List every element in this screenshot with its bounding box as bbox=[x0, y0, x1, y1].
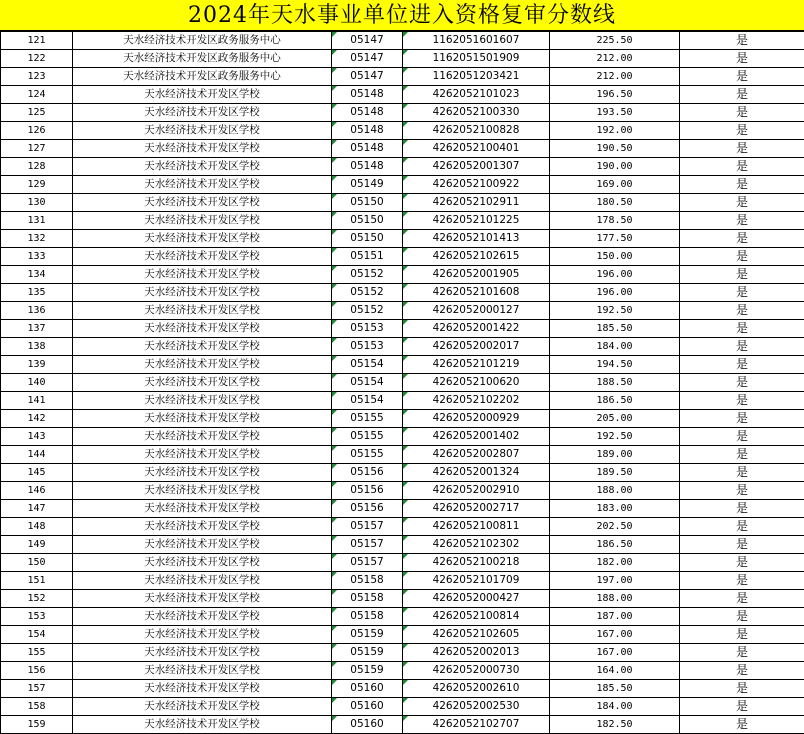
table-row bbox=[1, 248, 804, 266]
position-code-cell[interactable]: 05156 bbox=[332, 464, 403, 482]
title-bar bbox=[0, 0, 804, 31]
position-code-cell[interactable]: 05150 bbox=[332, 230, 403, 248]
score-cell[interactable]: 178.50 bbox=[550, 212, 680, 230]
unit-cell[interactable]: 天水经济技术开发区学校 bbox=[73, 356, 332, 374]
score-cell[interactable]: 196.50 bbox=[550, 86, 680, 104]
table-row bbox=[1, 680, 804, 698]
qualified-cell[interactable]: 是 bbox=[680, 500, 804, 518]
unit-cell[interactable]: 天水经济技术开发区学校 bbox=[73, 230, 332, 248]
sequence-cell[interactable]: 136 bbox=[1, 302, 73, 320]
table-row bbox=[1, 500, 804, 518]
ticket-number-cell[interactable]: 4262052000127 bbox=[403, 302, 550, 320]
qualified-cell[interactable]: 是 bbox=[680, 554, 804, 572]
sequence-cell[interactable]: 134 bbox=[1, 266, 73, 284]
score-cell[interactable]: 192.00 bbox=[550, 122, 680, 140]
unit-cell[interactable]: 天水经济技术开发区政务服务中心 bbox=[73, 32, 332, 50]
unit-cell[interactable]: 天水经济技术开发区学校 bbox=[73, 680, 332, 698]
score-cell[interactable]: 186.50 bbox=[550, 536, 680, 554]
ticket-number-cell[interactable]: 4262052101413 bbox=[403, 230, 550, 248]
ticket-number-cell[interactable]: 4262052001422 bbox=[403, 320, 550, 338]
table-row bbox=[1, 122, 804, 140]
score-cell[interactable]: 187.00 bbox=[550, 608, 680, 626]
score-cell[interactable]: 180.50 bbox=[550, 194, 680, 212]
qualified-cell[interactable]: 是 bbox=[680, 626, 804, 644]
page-title: 2024年天水事业单位进入资格复审分数线 bbox=[188, 0, 616, 31]
ticket-number-cell[interactable]: 1162051501909 bbox=[403, 50, 550, 68]
score-cell[interactable]: 196.00 bbox=[550, 266, 680, 284]
position-code-cell[interactable]: 05153 bbox=[332, 320, 403, 338]
position-code-cell[interactable]: 05160 bbox=[332, 698, 403, 716]
sequence-cell[interactable]: 124 bbox=[1, 86, 73, 104]
score-cell[interactable]: 196.00 bbox=[550, 284, 680, 302]
position-code-cell[interactable]: 05150 bbox=[332, 212, 403, 230]
position-code-cell[interactable]: 05155 bbox=[332, 446, 403, 464]
ticket-number-cell[interactable]: 4262052100814 bbox=[403, 608, 550, 626]
position-code-cell[interactable]: 05157 bbox=[332, 536, 403, 554]
unit-cell[interactable]: 天水经济技术开发区学校 bbox=[73, 158, 332, 176]
table-row bbox=[1, 194, 804, 212]
qualified-cell[interactable]: 是 bbox=[680, 716, 804, 734]
qualified-cell[interactable]: 是 bbox=[680, 410, 804, 428]
score-cell[interactable]: 177.50 bbox=[550, 230, 680, 248]
sequence-cell[interactable]: 155 bbox=[1, 644, 73, 662]
position-code-cell[interactable]: 05157 bbox=[332, 518, 403, 536]
unit-cell[interactable]: 天水经济技术开发区学校 bbox=[73, 644, 332, 662]
qualified-cell[interactable]: 是 bbox=[680, 644, 804, 662]
qualified-cell[interactable]: 是 bbox=[680, 248, 804, 266]
unit-cell[interactable]: 天水经济技术开发区学校 bbox=[73, 554, 332, 572]
position-code-cell[interactable]: 05156 bbox=[332, 482, 403, 500]
qualified-cell[interactable]: 是 bbox=[680, 176, 804, 194]
qualified-cell[interactable]: 是 bbox=[680, 482, 804, 500]
table-body bbox=[1, 32, 804, 734]
unit-cell[interactable]: 天水经济技术开发区政务服务中心 bbox=[73, 68, 332, 86]
ticket-number-cell[interactable]: 4262052100401 bbox=[403, 140, 550, 158]
position-code-cell[interactable]: 05158 bbox=[332, 608, 403, 626]
table-row bbox=[1, 266, 804, 284]
unit-cell[interactable]: 天水经济技术开发区学校 bbox=[73, 446, 332, 464]
score-cell[interactable]: 192.50 bbox=[550, 428, 680, 446]
sequence-cell[interactable]: 128 bbox=[1, 158, 73, 176]
ticket-number-cell[interactable]: 4262052100828 bbox=[403, 122, 550, 140]
sequence-cell[interactable]: 143 bbox=[1, 428, 73, 446]
sequence-cell[interactable]: 132 bbox=[1, 230, 73, 248]
qualified-cell[interactable]: 是 bbox=[680, 680, 804, 698]
sequence-cell[interactable]: 149 bbox=[1, 536, 73, 554]
qualified-cell[interactable]: 是 bbox=[680, 122, 804, 140]
qualified-cell[interactable]: 是 bbox=[680, 338, 804, 356]
qualified-cell[interactable]: 是 bbox=[680, 662, 804, 680]
ticket-number-cell[interactable]: 4262052002807 bbox=[403, 446, 550, 464]
sequence-cell[interactable]: 137 bbox=[1, 320, 73, 338]
score-cell[interactable]: 189.50 bbox=[550, 464, 680, 482]
sequence-cell[interactable]: 123 bbox=[1, 68, 73, 86]
table-row bbox=[1, 590, 804, 608]
unit-cell[interactable]: 天水经济技术开发区学校 bbox=[73, 626, 332, 644]
table-row bbox=[1, 482, 804, 500]
qualified-cell[interactable]: 是 bbox=[680, 50, 804, 68]
score-cell[interactable]: 205.00 bbox=[550, 410, 680, 428]
ticket-number-cell[interactable]: 4262052100811 bbox=[403, 518, 550, 536]
unit-cell[interactable]: 天水经济技术开发区政务服务中心 bbox=[73, 50, 332, 68]
table-row bbox=[1, 50, 804, 68]
qualified-cell[interactable]: 是 bbox=[680, 356, 804, 374]
position-code-cell[interactable]: 05148 bbox=[332, 122, 403, 140]
unit-cell[interactable]: 天水经济技术开发区学校 bbox=[73, 302, 332, 320]
sequence-cell[interactable]: 130 bbox=[1, 194, 73, 212]
qualified-cell[interactable]: 是 bbox=[680, 536, 804, 554]
table-row bbox=[1, 536, 804, 554]
unit-cell[interactable]: 天水经济技术开发区学校 bbox=[73, 698, 332, 716]
table-row bbox=[1, 410, 804, 428]
qualified-cell[interactable]: 是 bbox=[680, 446, 804, 464]
unit-cell[interactable]: 天水经济技术开发区学校 bbox=[73, 590, 332, 608]
position-code-cell[interactable]: 05148 bbox=[332, 86, 403, 104]
unit-cell[interactable]: 天水经济技术开发区学校 bbox=[73, 194, 332, 212]
table-row bbox=[1, 572, 804, 590]
table-row bbox=[1, 716, 804, 734]
ticket-number-cell[interactable]: 1162051601607 bbox=[403, 32, 550, 50]
qualified-cell[interactable]: 是 bbox=[680, 698, 804, 716]
score-cell[interactable]: 225.50 bbox=[550, 32, 680, 50]
sequence-cell[interactable]: 148 bbox=[1, 518, 73, 536]
table-row bbox=[1, 554, 804, 572]
qualified-cell[interactable]: 是 bbox=[680, 158, 804, 176]
score-cell[interactable]: 182.00 bbox=[550, 554, 680, 572]
position-code-cell[interactable]: 05151 bbox=[332, 248, 403, 266]
sequence-cell[interactable]: 147 bbox=[1, 500, 73, 518]
position-code-cell[interactable]: 05148 bbox=[332, 158, 403, 176]
ticket-number-cell[interactable]: 4262052101225 bbox=[403, 212, 550, 230]
score-cell[interactable]: 212.00 bbox=[550, 50, 680, 68]
ticket-number-cell[interactable]: 4262052002017 bbox=[403, 338, 550, 356]
score-cell[interactable]: 186.50 bbox=[550, 392, 680, 410]
score-cell[interactable]: 183.00 bbox=[550, 500, 680, 518]
ticket-number-cell[interactable]: 4262052100922 bbox=[403, 176, 550, 194]
sequence-cell[interactable]: 154 bbox=[1, 626, 73, 644]
score-cell[interactable]: 167.00 bbox=[550, 644, 680, 662]
ticket-number-cell[interactable]: 4262052102605 bbox=[403, 626, 550, 644]
score-cell[interactable]: 167.00 bbox=[550, 626, 680, 644]
ticket-number-cell[interactable]: 4262052100218 bbox=[403, 554, 550, 572]
sequence-cell[interactable]: 159 bbox=[1, 716, 73, 734]
position-code-cell[interactable]: 05152 bbox=[332, 284, 403, 302]
score-cell[interactable]: 212.00 bbox=[550, 68, 680, 86]
sequence-cell[interactable]: 139 bbox=[1, 356, 73, 374]
unit-cell[interactable]: 天水经济技术开发区学校 bbox=[73, 572, 332, 590]
table-row bbox=[1, 86, 804, 104]
unit-cell[interactable]: 天水经济技术开发区学校 bbox=[73, 248, 332, 266]
position-code-cell[interactable]: 05159 bbox=[332, 626, 403, 644]
table-row bbox=[1, 68, 804, 86]
ticket-number-cell[interactable]: 4262052101023 bbox=[403, 86, 550, 104]
unit-cell[interactable]: 天水经济技术开发区学校 bbox=[73, 284, 332, 302]
table-row bbox=[1, 104, 804, 122]
ticket-number-cell[interactable]: 4262052000929 bbox=[403, 410, 550, 428]
sequence-cell[interactable]: 156 bbox=[1, 662, 73, 680]
ticket-number-cell[interactable]: 4262052100330 bbox=[403, 104, 550, 122]
ticket-number-cell[interactable]: 4262052102911 bbox=[403, 194, 550, 212]
qualified-cell[interactable]: 是 bbox=[680, 140, 804, 158]
qualified-cell[interactable]: 是 bbox=[680, 590, 804, 608]
score-cell[interactable]: 192.50 bbox=[550, 302, 680, 320]
sequence-cell[interactable]: 146 bbox=[1, 482, 73, 500]
table-row bbox=[1, 374, 804, 392]
position-code-cell[interactable]: 05153 bbox=[332, 338, 403, 356]
unit-cell[interactable]: 天水经济技术开发区学校 bbox=[73, 266, 332, 284]
score-cell[interactable]: 188.50 bbox=[550, 374, 680, 392]
score-cell[interactable]: 184.00 bbox=[550, 698, 680, 716]
ticket-number-cell[interactable]: 4262052002013 bbox=[403, 644, 550, 662]
table-row bbox=[1, 698, 804, 716]
unit-cell[interactable]: 天水经济技术开发区学校 bbox=[73, 464, 332, 482]
position-code-cell[interactable]: 05154 bbox=[332, 374, 403, 392]
qualified-cell[interactable]: 是 bbox=[680, 86, 804, 104]
ticket-number-cell[interactable]: 4262052001905 bbox=[403, 266, 550, 284]
sequence-cell[interactable]: 121 bbox=[1, 32, 73, 50]
unit-cell[interactable]: 天水经济技术开发区学校 bbox=[73, 122, 332, 140]
sequence-cell[interactable]: 157 bbox=[1, 680, 73, 698]
ticket-number-cell[interactable]: 4262052002717 bbox=[403, 500, 550, 518]
score-cell[interactable]: 190.50 bbox=[550, 140, 680, 158]
score-cell[interactable]: 189.00 bbox=[550, 446, 680, 464]
table-row bbox=[1, 518, 804, 536]
unit-cell[interactable]: 天水经济技术开发区学校 bbox=[73, 500, 332, 518]
position-code-cell[interactable]: 05147 bbox=[332, 68, 403, 86]
position-code-cell[interactable]: 05155 bbox=[332, 428, 403, 446]
score-table bbox=[0, 31, 804, 734]
score-cell[interactable]: 182.50 bbox=[550, 716, 680, 734]
qualified-cell[interactable]: 是 bbox=[680, 572, 804, 590]
ticket-number-cell[interactable]: 4262052100620 bbox=[403, 374, 550, 392]
sequence-cell[interactable]: 129 bbox=[1, 176, 73, 194]
qualified-cell[interactable]: 是 bbox=[680, 194, 804, 212]
unit-cell[interactable]: 天水经济技术开发区学校 bbox=[73, 212, 332, 230]
score-cell[interactable]: 164.00 bbox=[550, 662, 680, 680]
ticket-number-cell[interactable]: 4262052001324 bbox=[403, 464, 550, 482]
table-row bbox=[1, 356, 804, 374]
position-code-cell[interactable]: 05149 bbox=[332, 176, 403, 194]
table-row bbox=[1, 32, 804, 50]
unit-cell[interactable]: 天水经济技术开发区学校 bbox=[73, 320, 332, 338]
unit-cell[interactable]: 天水经济技术开发区学校 bbox=[73, 104, 332, 122]
table-row bbox=[1, 302, 804, 320]
table-row bbox=[1, 644, 804, 662]
unit-cell[interactable]: 天水经济技术开发区学校 bbox=[73, 608, 332, 626]
ticket-number-cell[interactable]: 4262052002910 bbox=[403, 482, 550, 500]
table-row bbox=[1, 176, 804, 194]
sequence-cell[interactable]: 138 bbox=[1, 338, 73, 356]
position-code-cell[interactable]: 05160 bbox=[332, 716, 403, 734]
ticket-number-cell[interactable]: 4262052001307 bbox=[403, 158, 550, 176]
position-code-cell[interactable]: 05147 bbox=[332, 32, 403, 50]
position-code-cell[interactable]: 05152 bbox=[332, 266, 403, 284]
qualified-cell[interactable]: 是 bbox=[680, 464, 804, 482]
table-row bbox=[1, 464, 804, 482]
table-row bbox=[1, 608, 804, 626]
table-row bbox=[1, 662, 804, 680]
position-code-cell[interactable]: 05150 bbox=[332, 194, 403, 212]
ticket-number-cell[interactable]: 4262052101219 bbox=[403, 356, 550, 374]
score-cell[interactable]: 184.00 bbox=[550, 338, 680, 356]
unit-cell[interactable]: 天水经济技术开发区学校 bbox=[73, 482, 332, 500]
table-row bbox=[1, 392, 804, 410]
sequence-cell[interactable]: 122 bbox=[1, 50, 73, 68]
ticket-number-cell[interactable]: 4262052102615 bbox=[403, 248, 550, 266]
sequence-cell[interactable]: 152 bbox=[1, 590, 73, 608]
sequence-cell[interactable]: 144 bbox=[1, 446, 73, 464]
position-code-cell[interactable]: 05154 bbox=[332, 392, 403, 410]
unit-cell[interactable]: 天水经济技术开发区学校 bbox=[73, 374, 332, 392]
position-code-cell[interactable]: 05148 bbox=[332, 104, 403, 122]
sequence-cell[interactable]: 125 bbox=[1, 104, 73, 122]
score-cell[interactable]: 202.50 bbox=[550, 518, 680, 536]
table-row bbox=[1, 284, 804, 302]
ticket-number-cell[interactable]: 4262052102202 bbox=[403, 392, 550, 410]
unit-cell[interactable]: 天水经济技术开发区学校 bbox=[73, 662, 332, 680]
ticket-number-cell[interactable]: 4262052102707 bbox=[403, 716, 550, 734]
sequence-cell[interactable]: 131 bbox=[1, 212, 73, 230]
score-cell[interactable]: 169.00 bbox=[550, 176, 680, 194]
qualified-cell[interactable]: 是 bbox=[680, 266, 804, 284]
qualified-cell[interactable]: 是 bbox=[680, 374, 804, 392]
qualified-cell[interactable]: 是 bbox=[680, 212, 804, 230]
sequence-cell[interactable]: 158 bbox=[1, 698, 73, 716]
unit-cell[interactable]: 天水经济技术开发区学校 bbox=[73, 338, 332, 356]
unit-cell[interactable]: 天水经济技术开发区学校 bbox=[73, 716, 332, 734]
ticket-number-cell[interactable]: 4262052000730 bbox=[403, 662, 550, 680]
score-cell[interactable]: 197.00 bbox=[550, 572, 680, 590]
qualified-cell[interactable]: 是 bbox=[680, 518, 804, 536]
qualified-cell[interactable]: 是 bbox=[680, 68, 804, 86]
position-code-cell[interactable]: 05159 bbox=[332, 644, 403, 662]
sequence-cell[interactable]: 140 bbox=[1, 374, 73, 392]
score-cell[interactable]: 190.00 bbox=[550, 158, 680, 176]
unit-cell[interactable]: 天水经济技术开发区学校 bbox=[73, 428, 332, 446]
score-cell[interactable]: 193.50 bbox=[550, 104, 680, 122]
table-row bbox=[1, 212, 804, 230]
qualified-cell[interactable]: 是 bbox=[680, 104, 804, 122]
position-code-cell[interactable]: 05159 bbox=[332, 662, 403, 680]
position-code-cell[interactable]: 05152 bbox=[332, 302, 403, 320]
unit-cell[interactable]: 天水经济技术开发区学校 bbox=[73, 392, 332, 410]
table-row bbox=[1, 230, 804, 248]
table-row bbox=[1, 158, 804, 176]
position-code-cell[interactable]: 05160 bbox=[332, 680, 403, 698]
score-cell[interactable]: 150.00 bbox=[550, 248, 680, 266]
qualified-cell[interactable]: 是 bbox=[680, 302, 804, 320]
ticket-number-cell[interactable]: 4262052102302 bbox=[403, 536, 550, 554]
position-code-cell[interactable]: 05155 bbox=[332, 410, 403, 428]
ticket-number-cell[interactable]: 4262052000427 bbox=[403, 590, 550, 608]
sequence-cell[interactable]: 127 bbox=[1, 140, 73, 158]
position-code-cell[interactable]: 05147 bbox=[332, 50, 403, 68]
sequence-cell[interactable]: 135 bbox=[1, 284, 73, 302]
sequence-cell[interactable]: 142 bbox=[1, 410, 73, 428]
score-cell[interactable]: 194.50 bbox=[550, 356, 680, 374]
ticket-number-cell[interactable]: 4262052101608 bbox=[403, 284, 550, 302]
unit-cell[interactable]: 天水经济技术开发区学校 bbox=[73, 410, 332, 428]
qualified-cell[interactable]: 是 bbox=[680, 320, 804, 338]
ticket-number-cell[interactable]: 1162051203421 bbox=[403, 68, 550, 86]
position-code-cell[interactable]: 05148 bbox=[332, 140, 403, 158]
qualified-cell[interactable]: 是 bbox=[680, 608, 804, 626]
position-code-cell[interactable]: 05157 bbox=[332, 554, 403, 572]
sequence-cell[interactable]: 126 bbox=[1, 122, 73, 140]
position-code-cell[interactable]: 05158 bbox=[332, 590, 403, 608]
ticket-number-cell[interactable]: 4262052101709 bbox=[403, 572, 550, 590]
sequence-cell[interactable]: 133 bbox=[1, 248, 73, 266]
sequence-cell[interactable]: 150 bbox=[1, 554, 73, 572]
position-code-cell[interactable]: 05156 bbox=[332, 500, 403, 518]
qualified-cell[interactable]: 是 bbox=[680, 428, 804, 446]
ticket-number-cell[interactable]: 4262052001402 bbox=[403, 428, 550, 446]
score-cell[interactable]: 185.50 bbox=[550, 320, 680, 338]
sequence-cell[interactable]: 141 bbox=[1, 392, 73, 410]
ticket-number-cell[interactable]: 4262052002610 bbox=[403, 680, 550, 698]
table-row bbox=[1, 428, 804, 446]
sequence-cell[interactable]: 145 bbox=[1, 464, 73, 482]
qualified-cell[interactable]: 是 bbox=[680, 230, 804, 248]
table-row bbox=[1, 338, 804, 356]
unit-cell[interactable]: 天水经济技术开发区学校 bbox=[73, 536, 332, 554]
sequence-cell[interactable]: 153 bbox=[1, 608, 73, 626]
qualified-cell[interactable]: 是 bbox=[680, 32, 804, 50]
ticket-number-cell[interactable]: 4262052002530 bbox=[403, 698, 550, 716]
score-cell[interactable]: 188.00 bbox=[550, 590, 680, 608]
table-row bbox=[1, 320, 804, 338]
unit-cell[interactable]: 天水经济技术开发区学校 bbox=[73, 86, 332, 104]
table-row bbox=[1, 446, 804, 464]
sequence-cell[interactable]: 151 bbox=[1, 572, 73, 590]
qualified-cell[interactable]: 是 bbox=[680, 284, 804, 302]
table-row bbox=[1, 626, 804, 644]
qualified-cell[interactable]: 是 bbox=[680, 392, 804, 410]
unit-cell[interactable]: 天水经济技术开发区学校 bbox=[73, 140, 332, 158]
table-row bbox=[1, 140, 804, 158]
unit-cell[interactable]: 天水经济技术开发区学校 bbox=[73, 176, 332, 194]
position-code-cell[interactable]: 05158 bbox=[332, 572, 403, 590]
unit-cell[interactable]: 天水经济技术开发区学校 bbox=[73, 518, 332, 536]
position-code-cell[interactable]: 05154 bbox=[332, 356, 403, 374]
score-cell[interactable]: 185.50 bbox=[550, 680, 680, 698]
score-cell[interactable]: 188.00 bbox=[550, 482, 680, 500]
